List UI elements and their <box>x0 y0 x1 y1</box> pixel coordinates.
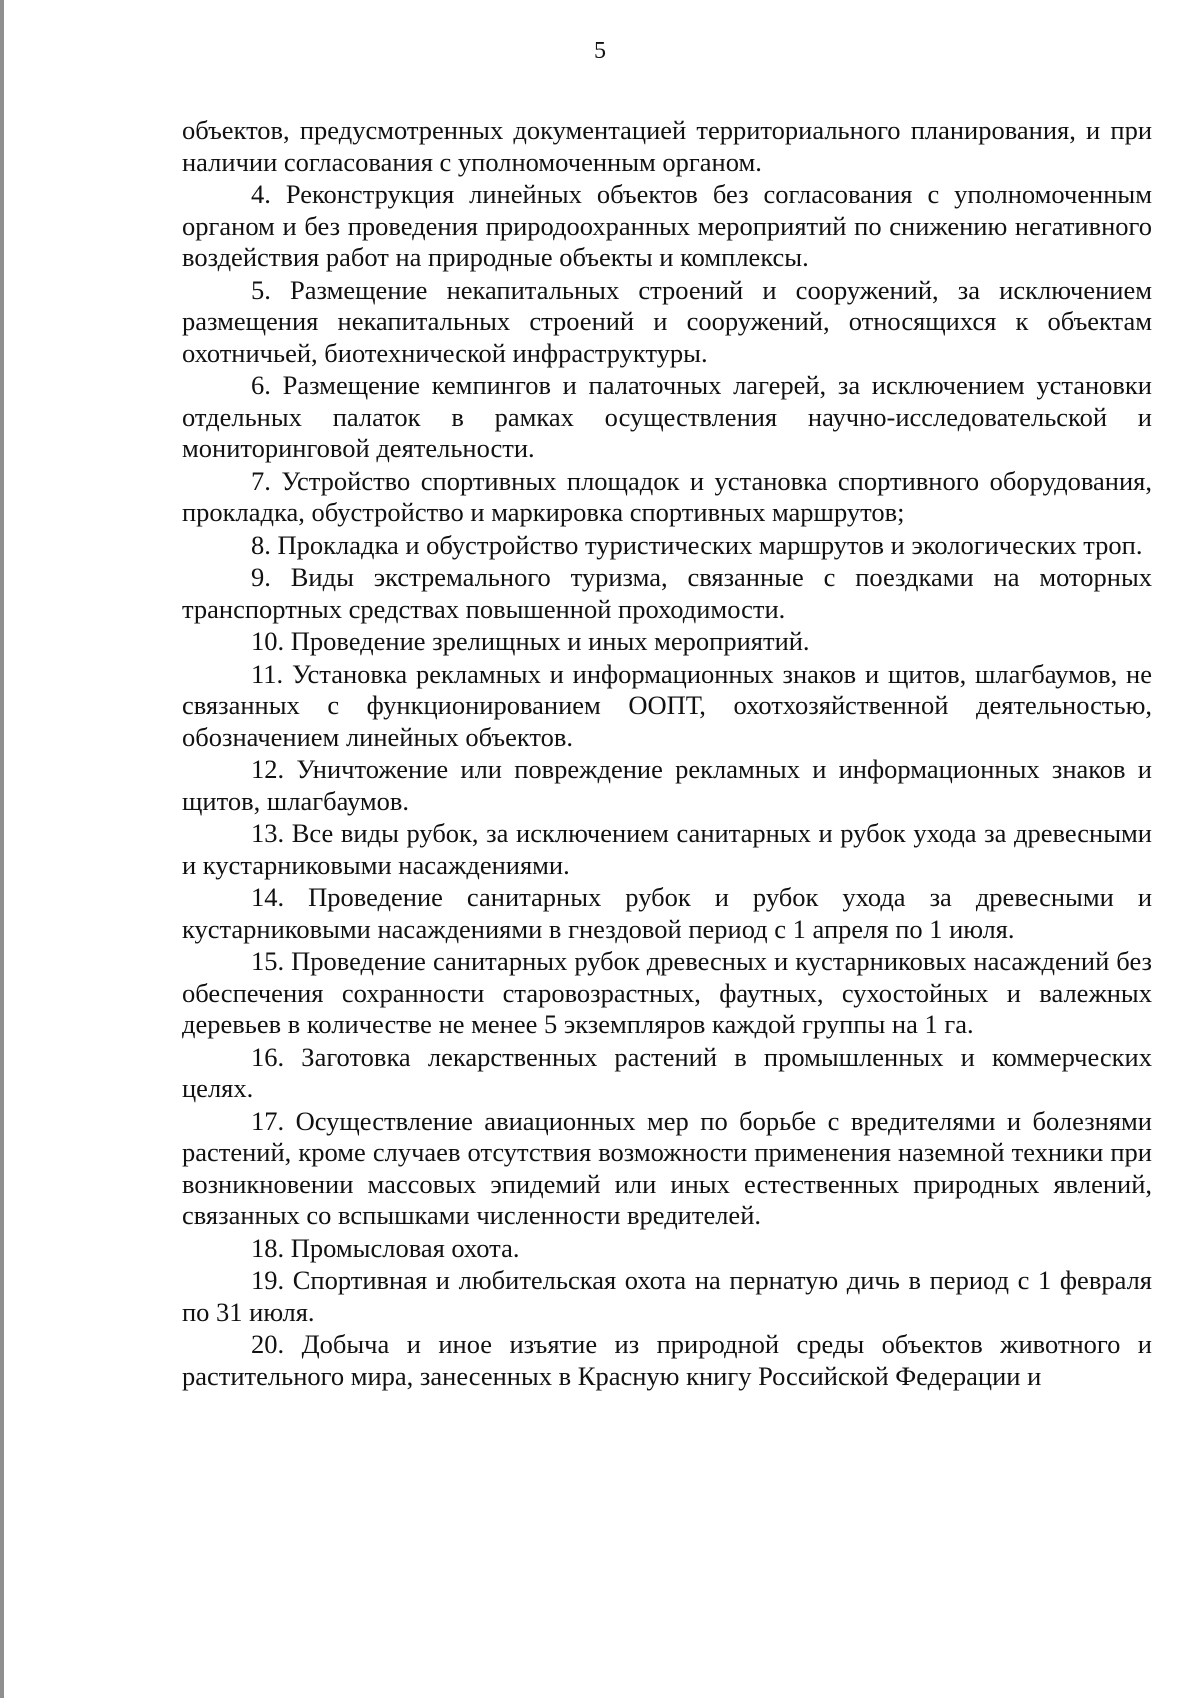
paragraph-item-11: 11. Установка рекламных и информационных знаков и щитов, шлагбаумов, не связанных с функционированием ООПТ, охотхозяйственной деятельностью, обозначением линейных объектов. <box>182 658 1152 752</box>
paragraph-item-18: 18. Промысловая охота. <box>251 1232 520 1263</box>
paragraph-item-20: 20. Добыча и иное изъятие из природной среды объектов животного и растительного мира, занесенных в Красную книгу Российской Федерации и <box>182 1329 1152 1391</box>
paragraph-item-16: 16. Заготовка лекарственных растений в промышленных и коммерческих целях. <box>182 1041 1152 1103</box>
paragraph-item-9: 9. Виды экстремального туризма, связанные с поездками на моторных транспортных средствах повышенной проходимости. <box>182 562 1152 624</box>
paragraph-item-5: 5. Размещение некапитальных строений и сооружений, за исключением размещения некапитальных строений и сооружений, относящихся к объектам охотничьей, биотехнической инфраструктуры. <box>182 274 1152 368</box>
page-number: 5 <box>594 38 606 64</box>
paragraph-item-19: 19. Спортивная и любительская охота на пернатую дичь в период с 1 февраля по 31 июля. <box>182 1265 1152 1327</box>
paragraph-item-12: 12. Уничтожение или повреждение рекламных и информационных знаков и щитов, шлагбаумов. <box>182 754 1152 816</box>
paragraph-item-7: 7. Устройство спортивных площадок и установка спортивного оборудования, прокладка, обустройство и маркировка спортивных маршрутов; <box>182 465 1152 527</box>
paragraph-continuation: объектов, предусмотренных документацией территориального планирования, и при наличии согласования с уполномоченным органом. <box>182 115 1152 177</box>
scan-edge <box>0 0 4 1698</box>
paragraph-item-8: 8. Прокладка и обустройство туристических маршрутов и экологических троп. <box>251 529 1143 560</box>
paragraph-item-10: 10. Проведение зрелищных и иных мероприятий. <box>251 626 810 656</box>
paragraph-item-6: 6. Размещение кемпингов и палаточных лагерей, за исключением установки отдельных палаток в рамках осуществления научно-исследовательской и мониторинговой деятельности. <box>182 370 1152 463</box>
document-body <box>182 115 1152 1393</box>
paragraph-item-4: 4. Реконструкция линейных объектов без согласования с уполномоченным органом и без проведения природоохранных мероприятий по снижению негативного воздействия работ на природные объекты и комплексы. <box>182 179 1152 272</box>
paragraph-item-17: 17. Осуществление авиационных мер по борьбе с вредителями и болезнями растений, кроме случаев отсутствия возможности применения наземной техники при возникновении массовых эпидемий или иных естественных природных явлений, связанных со вспышками численности вредителей. <box>182 1105 1152 1230</box>
paragraph-item-13: 13. Все виды рубок, за исключением санитарных и рубок ухода за древесными и кустарниковыми насаждениями. <box>182 818 1152 880</box>
paragraph-item-15: 15. Проведение санитарных рубок древесных и кустарниковых насаждений без обеспечения сохранности старовозрастных, фаутных, сухостойных и валежных деревьев в количестве не менее 5 экземпляров каждой группы на 1 га. <box>182 946 1152 1039</box>
paragraph-item-14: 14. Проведение санитарных рубок и рубок ухода за древесными и кустарниковыми насаждениями в гнездовой период с 1 апреля по 1 июля. <box>182 882 1152 944</box>
